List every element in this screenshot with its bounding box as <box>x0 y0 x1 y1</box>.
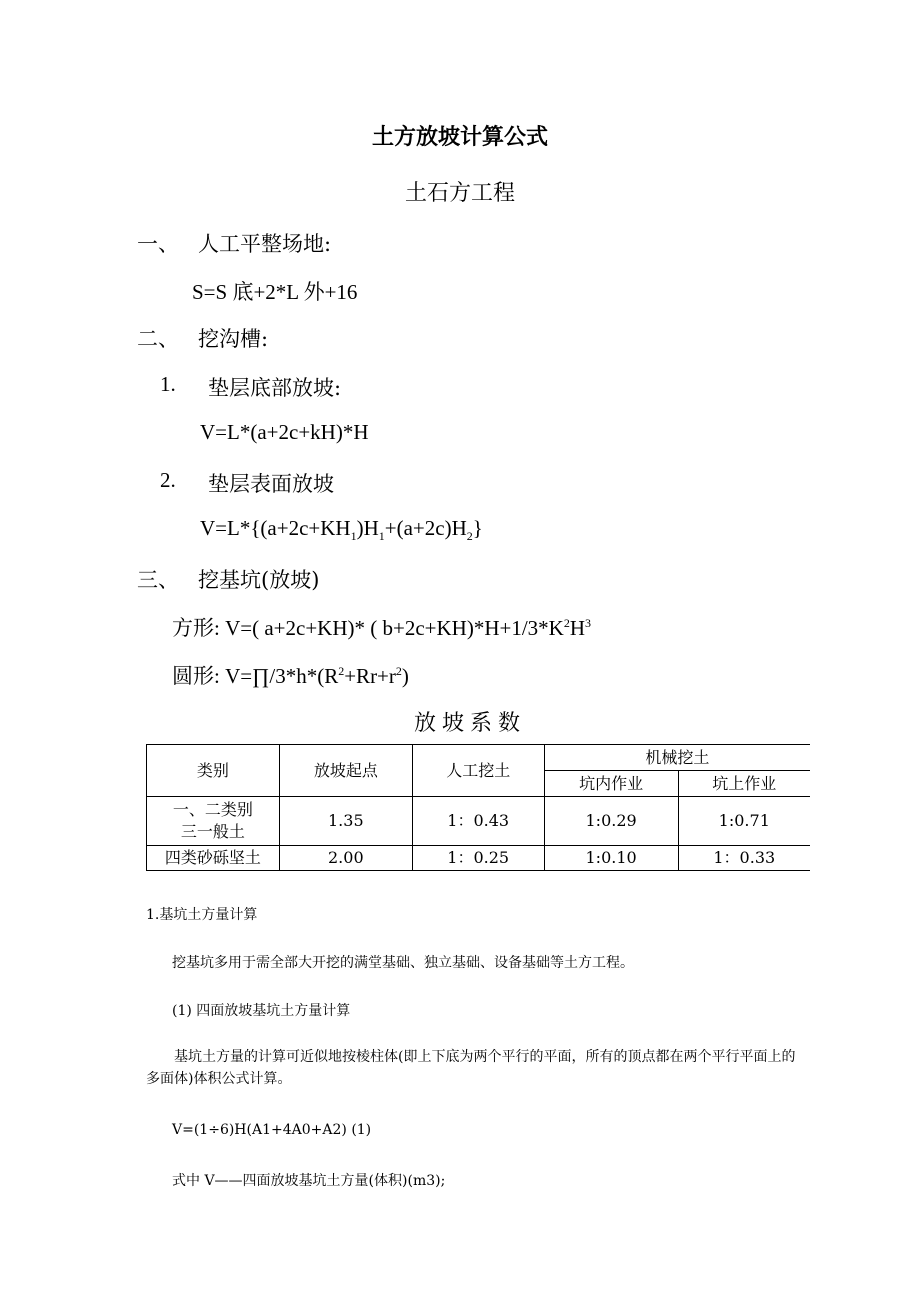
volume-formula: V=(1÷6)H(A1+4A0+A2) (1) <box>172 1122 372 1138</box>
section-2-1-label: 垫层底部放坡: <box>208 376 342 400</box>
row-2-pit-inside: 1:0.10 <box>544 846 678 871</box>
page-subtitle: 土石方工程 <box>404 181 515 206</box>
square-pit-formula: 方形: V=( a+2c+KH)* ( $b+2c+KH)*H+1/3*K^2H^3$ <box>172 616 591 640</box>
section-2-2-number: 2. <box>160 468 176 492</box>
row-1-category: 一、二类别 三一般土 <box>147 797 280 846</box>
header-category: 类别 <box>147 745 280 797</box>
table-header-row <box>147 745 811 771</box>
row-1-pit-inside: 1:0.29 <box>544 797 678 846</box>
header-manual: 人工挖土 <box>412 745 544 797</box>
section-2-1-number: 1. <box>160 372 176 396</box>
section-3-number: 三、 <box>137 568 179 592</box>
header-start: 放坡起点 <box>279 745 412 797</box>
row-1-start: 1.35 <box>279 797 412 846</box>
row-2-category: 四类砂砾坚土 <box>147 846 280 871</box>
section-1-formula: S=S 底+2*L 外+16 <box>192 280 358 304</box>
row-1-pit-top: 1:0.71 <box>678 797 810 846</box>
slope-coefficient-table <box>146 744 810 871</box>
section-2-2-label: 垫层表面放坡 <box>208 472 334 496</box>
section-2-number: 二、 <box>137 327 179 351</box>
section-2-2-formula: $V=L*\{(a+2c+KH_1)H_1+(a+2c)H_2\}$ <box>200 516 483 544</box>
paragraph-1: 挖基坑多用于需全部大开挖的满堂基础、独立基础、设备基础等土方工程。 <box>172 955 634 971</box>
header-pit-top: 坑上作业 <box>678 771 810 797</box>
page-title: 土方放坡计算公式 <box>371 124 548 150</box>
section-2-1-formula: V=L*(a+2c+kH)*H <box>200 420 369 444</box>
formula-definition: 式中 V——四面放坡基坑土方量(体积)(m3); <box>172 1173 446 1189</box>
section-1-label: 人工平整场地: <box>198 232 332 256</box>
table-row <box>147 797 811 846</box>
subheading-1: 1.基坑土方量计算 <box>146 907 258 923</box>
section-2-label: 挖沟槽: <box>198 327 269 351</box>
row-2-manual: 1：0.25 <box>412 846 544 871</box>
circle-pit-formula: 圆形: $V=\prod/3*h*(R^2+Rr+r^2)$ <box>172 664 409 688</box>
header-pit-inside: 坑内作业 <box>544 771 678 797</box>
subheading-2: (1) 四面放坡基坑土方量计算 <box>172 1003 351 1019</box>
row-2-pit-top: 1：0.33 <box>678 846 810 871</box>
row-1-manual: 1：0.43 <box>412 797 544 846</box>
header-machine: 机械挖土 <box>544 745 810 771</box>
table-row <box>147 846 811 871</box>
section-3-label: 挖基坑(放坡) <box>198 568 320 592</box>
paragraph-2: 基坑土方量的计算可近似地按棱柱体(即上下底为两个平行的平面，所有的顶点都在两个平行平面上的多面体)体积公式计算。 <box>146 1049 796 1087</box>
row-2-start: 2.00 <box>279 846 412 871</box>
table-title: 放坡系数 <box>413 711 526 736</box>
section-1-number: 一、 <box>137 232 179 256</box>
